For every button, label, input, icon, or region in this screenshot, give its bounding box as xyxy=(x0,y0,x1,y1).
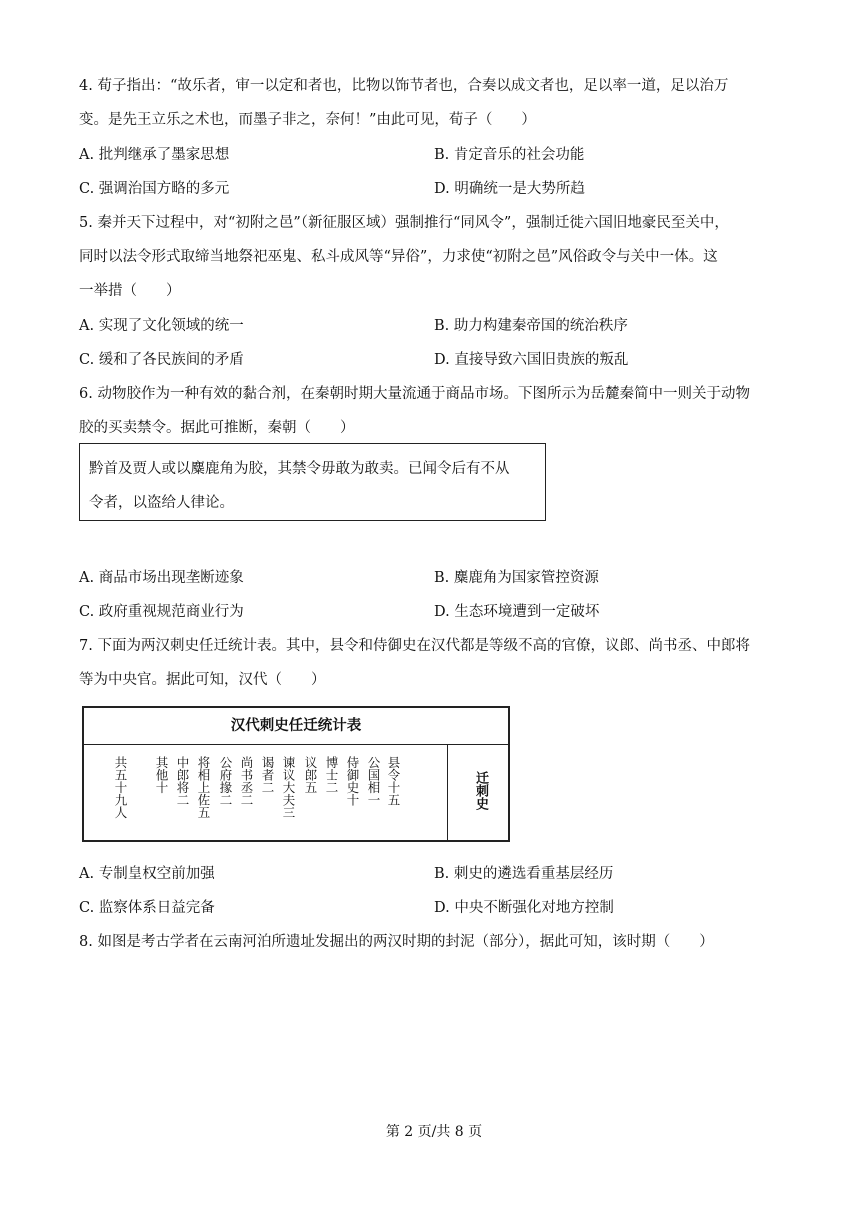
q6-quote-box xyxy=(79,443,546,521)
q4-option-b: B. 肯定音乐的社会功能 xyxy=(434,147,585,163)
q6-option-a: A. 商品市场出现垄断迹象 xyxy=(79,570,244,586)
q6-option-b: B. 麋鹿角为国家管控资源 xyxy=(434,570,599,586)
q7-col-2: 公国相一 xyxy=(366,756,381,806)
q7-col-9: 公府掾二 xyxy=(218,756,233,806)
q7-table xyxy=(82,706,510,842)
q7-col-7: 谒者二 xyxy=(260,756,275,794)
q6-stem-line1: 6. 动物胶作为一种有效的黏合剂，在秦朝时期大量流通于商品市场。下图所示为岳麓秦简中一则关于动物 xyxy=(79,386,750,402)
q7-col-4: 博士二 xyxy=(324,756,339,794)
q7-col-8: 尚书丞二 xyxy=(239,756,254,806)
q5-stem-line2: 同时以法令形式取缔当地祭祀巫鬼、私斗成风等“异俗”，力求使“初附之邑”风俗政令与关中一体。这 xyxy=(79,249,718,265)
q6-option-c: C. 政府重视规范商业行为 xyxy=(79,604,244,620)
q7-col-10: 将相上佐五 xyxy=(196,756,211,819)
q5-option-a: A. 实现了文化领域的统一 xyxy=(79,318,244,334)
q5-option-c: C. 缓和了各民族间的矛盾 xyxy=(79,352,244,368)
q4-stem-line2: 变。是先王立乐之术也，而墨子非之，奈何！”由此可见，荀子（ ） xyxy=(79,112,536,128)
q7-stem-line1: 7. 下面为两汉刺史任迁统计表。其中，县令和侍御史在汉代都是等级不高的官僚，议郎、尚书丞、中郎将 xyxy=(79,638,750,654)
q7-col-1: 县令十五 xyxy=(386,756,401,806)
q7-col-5: 议郎五 xyxy=(303,756,318,794)
q7-table-title: 汉代刺史任迁统计表 xyxy=(84,708,508,745)
q7-option-d: D. 中央不断强化对地方控制 xyxy=(434,900,614,916)
q4-option-a: A. 批判继承了墨家思想 xyxy=(79,147,230,163)
q7-col-13: 共五十九人 xyxy=(113,756,128,819)
q7-table-head: 迁刺史 xyxy=(473,771,488,810)
q7-option-c: C. 监察体系日益完备 xyxy=(79,900,215,916)
q7-option-a: A. 专制皇权空前加强 xyxy=(79,866,215,882)
q7-col-6: 谏议大夫三 xyxy=(281,756,296,819)
q5-stem-line1: 5. 秦并天下过程中，对“初附之邑”（新征服区域）强制推行“同风令”，强制迁徙六国旧地豪民至关中， xyxy=(79,215,729,231)
q7-stem-line2: 等为中央官。据此可知，汉代（ ） xyxy=(79,672,326,688)
q6-quote-line2: 令者，以盗给人律论。 xyxy=(89,495,234,511)
q7-col-11: 中郎将二 xyxy=(175,756,190,806)
q4-option-c: C. 强调治国方略的多元 xyxy=(79,181,230,197)
q7-col-3: 侍御史十 xyxy=(345,756,360,806)
q8-stem-line1: 8. 如图是考古学者在云南河泊所遗址发掘出的两汉时期的封泥（部分），据此可知，该时期（ ） xyxy=(79,934,714,950)
q5-option-b: B. 助力构建秦帝国的统治秩序 xyxy=(434,318,628,334)
q5-stem-line3: 一举措（ ） xyxy=(79,283,181,299)
q7-col-12: 其他十 xyxy=(154,756,169,794)
q6-option-d: D. 生态环境遭到一定破坏 xyxy=(434,604,600,620)
q5-option-d: D. 直接导致六国旧贵族的叛乱 xyxy=(434,352,629,368)
q4-option-d: D. 明确统一是大势所趋 xyxy=(434,181,585,197)
q4-stem-line1: 4. 荀子指出：“故乐者，审一以定和者也，比物以饰节者也，合奏以成文者也，足以率一道，足以治万 xyxy=(79,78,729,94)
q7-option-b: B. 刺史的遴选看重基层经历 xyxy=(434,866,614,882)
q6-stem-line2: 胶的买卖禁令。据此可推断，秦朝（ ） xyxy=(79,420,355,436)
page-footer: 第 2 页/共 8 页 xyxy=(385,1124,483,1140)
q6-quote-line1: 黔首及贾人或以麋鹿角为胶，其禁令毋敢为敢卖。已闻令后有不从 xyxy=(89,461,510,477)
